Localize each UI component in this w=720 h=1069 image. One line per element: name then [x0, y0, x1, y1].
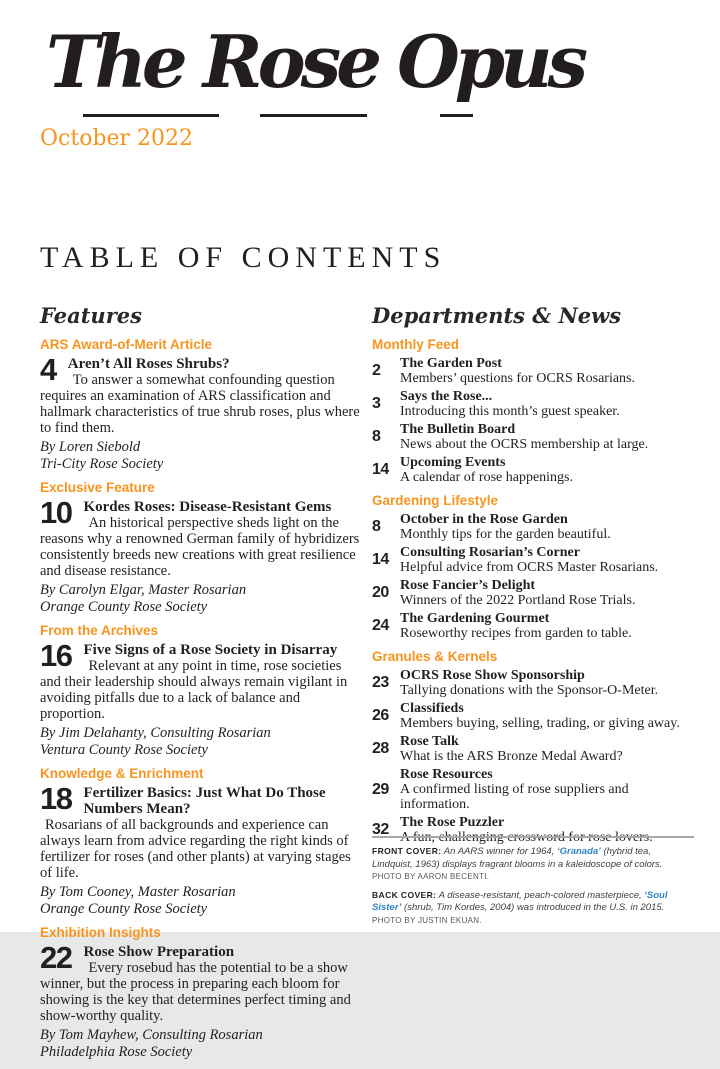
- back-cover-label: BACK COVER:: [372, 889, 437, 900]
- front-cover-note: [372, 845, 694, 884]
- section-kicker: Monthly Feed: [372, 337, 459, 352]
- feature-article: [40, 783, 360, 881]
- entry-description: A confirmed listing of rose suppliers and information.: [400, 782, 629, 812]
- entry-description: A calendar of rose happenings.: [400, 470, 573, 485]
- section-kicker: Knowledge & Enrichment: [40, 766, 204, 781]
- section-kicker: From the Archives: [40, 623, 159, 638]
- page-number: 26: [372, 707, 389, 724]
- entry-title: Rose Resources: [400, 767, 493, 782]
- entry-title: The Garden Post: [400, 356, 502, 371]
- entry-description: Roseworthy recipes from garden to table.: [400, 626, 632, 641]
- page-number: 8: [372, 428, 381, 445]
- toc-entry: [372, 611, 694, 641]
- front-cover-photo-credit: PHOTO BY AARON BECENTI.: [372, 872, 490, 881]
- page-number: 2: [372, 362, 381, 379]
- entry-title: The Gardening Gourmet: [400, 611, 550, 626]
- back-cover-photo-credit: PHOTO BY JUSTIN EKUAN.: [372, 915, 482, 925]
- back-cover-rose-name[interactable]: ‘Soul Sister’: [372, 889, 668, 913]
- page-number: 8: [372, 518, 381, 535]
- feature-section: [40, 767, 360, 917]
- entry-description: Members’ questions for OCRS Rosarians.: [400, 371, 635, 386]
- article-society: Tri-City Rose Society: [40, 455, 164, 472]
- page-number: 3: [372, 395, 381, 412]
- feature-article: [40, 354, 360, 436]
- entry-title: October in the Rose Garden: [400, 512, 568, 527]
- entry-title: The Bulletin Board: [400, 422, 516, 437]
- magazine-title: The Rose Opus: [46, 19, 584, 104]
- features-heading: Features: [40, 303, 142, 328]
- page-number: 14: [372, 551, 389, 568]
- section-kicker: ARS Award-of-Merit Article: [40, 337, 213, 352]
- entry-description: What is the ARS Bronze Medal Award?: [400, 749, 623, 764]
- front-cover-text: (hybrid tea, Lindquist, 1963) displays fragrant blooms in a kaleidoscope of colors.: [372, 846, 663, 870]
- entry-description: Monthly tips for the garden beautiful.: [400, 527, 611, 542]
- feature-article: [40, 942, 360, 1024]
- entry-title: Rose Fancier’s Delight: [400, 578, 536, 593]
- page-number: 22: [40, 940, 72, 975]
- masthead-underline: [83, 114, 219, 117]
- masthead-underline: [440, 114, 473, 117]
- toc-entry: [372, 767, 694, 812]
- entry-description: News about the OCRS membership at large.: [400, 437, 649, 452]
- page-number: 16: [40, 638, 72, 673]
- masthead-underline: [260, 114, 367, 117]
- entry-description: Winners of the 2022 Portland Rose Trials.: [400, 593, 636, 608]
- entry-description: A fun, challenging crossword for rose lovers.: [400, 830, 653, 845]
- toc-entry: [372, 356, 694, 386]
- cover-notes: [372, 836, 694, 932]
- department-group: [372, 338, 694, 485]
- back-cover-text: (shrub, Tim Kordes, 2004) was introduced in the U.S. in 2015.: [401, 902, 665, 913]
- article-description: To answer a somewhat confounding question requires an examination of ARS classification and hallmark characteristics of true shrub roses, plus where to find them.: [40, 372, 360, 436]
- article-title: Kordes Roses: Disease-Resistant Gems: [83, 499, 332, 515]
- page-number: 23: [372, 674, 389, 691]
- feature-section: [40, 926, 360, 1060]
- front-cover-label: FRONT COVER:: [372, 846, 442, 856]
- article-description: Every rosebud has the potential to be a show winner, but the process in preparing each bloom for showing is the key that determines perfect timing and show-worthy quality.: [40, 960, 351, 1024]
- entry-title: OCRS Rose Show Sponsorship: [400, 668, 585, 683]
- feature-section: [40, 338, 360, 472]
- toc-entry: [372, 545, 694, 575]
- feature-article: [40, 640, 360, 722]
- article-byline: By Loren Siebold: [40, 439, 141, 455]
- page-number: 10: [40, 495, 72, 530]
- toc-entry: [372, 668, 694, 698]
- toc-entry: [372, 734, 694, 764]
- feature-section: [40, 481, 360, 615]
- department-group: [372, 650, 694, 845]
- departments-column: [372, 304, 694, 854]
- article-title: Rose Show Preparation: [83, 944, 235, 960]
- entry-title: Classifieds: [400, 701, 464, 716]
- article-description: Rosarians of all backgrounds and experience can always learn from advice regarding the right kinds of fertilizer for roses (and other plants) at varying stages of life.: [40, 817, 351, 881]
- entry-description: Members buying, selling, trading, or giving away.: [400, 716, 680, 731]
- section-kicker: Exclusive Feature: [40, 480, 155, 495]
- article-society: Orange County Rose Society: [40, 900, 208, 917]
- footer-divider: [372, 836, 694, 838]
- feature-section: [40, 624, 360, 758]
- features-column: [40, 304, 360, 1069]
- entry-title: The Rose Puzzler: [400, 815, 505, 830]
- entry-description: Helpful advice from OCRS Master Rosarians.: [400, 560, 659, 575]
- article-description: An historical perspective sheds light on the reasons why a renowned German family of hybridizers consistently breeds new creations with great resilience and disease resistance.: [40, 515, 360, 579]
- section-kicker: Gardening Lifestyle: [372, 493, 499, 508]
- page-number: 4: [40, 352, 56, 387]
- article-title: Aren’t All Roses Shrubs?: [67, 356, 230, 372]
- article-society: Ventura County Rose Society: [40, 741, 208, 758]
- article-byline: By Tom Cooney, Master Rosarian: [40, 884, 236, 900]
- issue-date: October 2022: [40, 126, 194, 151]
- article-title: Five Signs of a Rose Society in Disarray: [83, 642, 338, 658]
- toc-entry: [372, 389, 694, 419]
- entry-title: Rose Talk: [400, 734, 459, 749]
- article-byline: By Carolyn Elgar, Master Rosarian: [40, 582, 247, 598]
- toc-entry: [372, 578, 694, 608]
- page-number: 29: [372, 780, 389, 798]
- article-byline: By Tom Mayhew, Consulting Rosarian: [40, 1027, 263, 1043]
- page-number: 24: [372, 617, 389, 634]
- front-cover-rose-name[interactable]: ‘Granada’: [556, 846, 601, 857]
- article-description: Relevant at any point in time, rose societies and their leadership should always remain vigilant in avoiding pitfalls due to a lack of balance and proportion.: [40, 658, 348, 722]
- page-number: 14: [372, 461, 389, 478]
- page-number: 18: [40, 781, 72, 816]
- article-society: Orange County Rose Society: [40, 598, 208, 615]
- page-number: 32: [372, 821, 389, 838]
- entry-title: Consulting Rosarian’s Corner: [400, 545, 580, 560]
- feature-article: [40, 497, 360, 579]
- toc-entry: [372, 512, 694, 542]
- entry-description: Tallying donations with the Sponsor-O-Meter.: [400, 683, 659, 698]
- back-cover-text: A disease-resistant, peach-colored masterpiece,: [438, 889, 645, 901]
- entry-title: Says the Rose...: [400, 389, 493, 404]
- toc-entry: [372, 701, 694, 731]
- article-byline: By Jim Delahanty, Consulting Rosarian: [40, 725, 271, 741]
- article-society: Philadelphia Rose Society: [40, 1043, 193, 1060]
- entry-description: Introducing this month’s guest speaker.: [400, 404, 620, 419]
- page-title: TABLE OF CONTENTS: [40, 241, 447, 274]
- section-kicker: Exhibition Insights: [40, 925, 161, 940]
- departments-heading: Departments & News: [372, 303, 622, 328]
- front-cover-text: An AARS winner for 1964,: [443, 846, 557, 857]
- toc-entry: [372, 455, 694, 485]
- toc-entry: [372, 422, 694, 452]
- section-kicker: Granules & Kernels: [372, 649, 498, 664]
- page-number: 20: [372, 584, 389, 601]
- page-number: 28: [372, 740, 389, 757]
- entry-title: Upcoming Events: [400, 455, 506, 470]
- article-title: Fertilizer Basics: Just What Do Those Numbers Mean?: [83, 785, 326, 817]
- back-cover-note: [372, 889, 694, 928]
- department-group: [372, 494, 694, 641]
